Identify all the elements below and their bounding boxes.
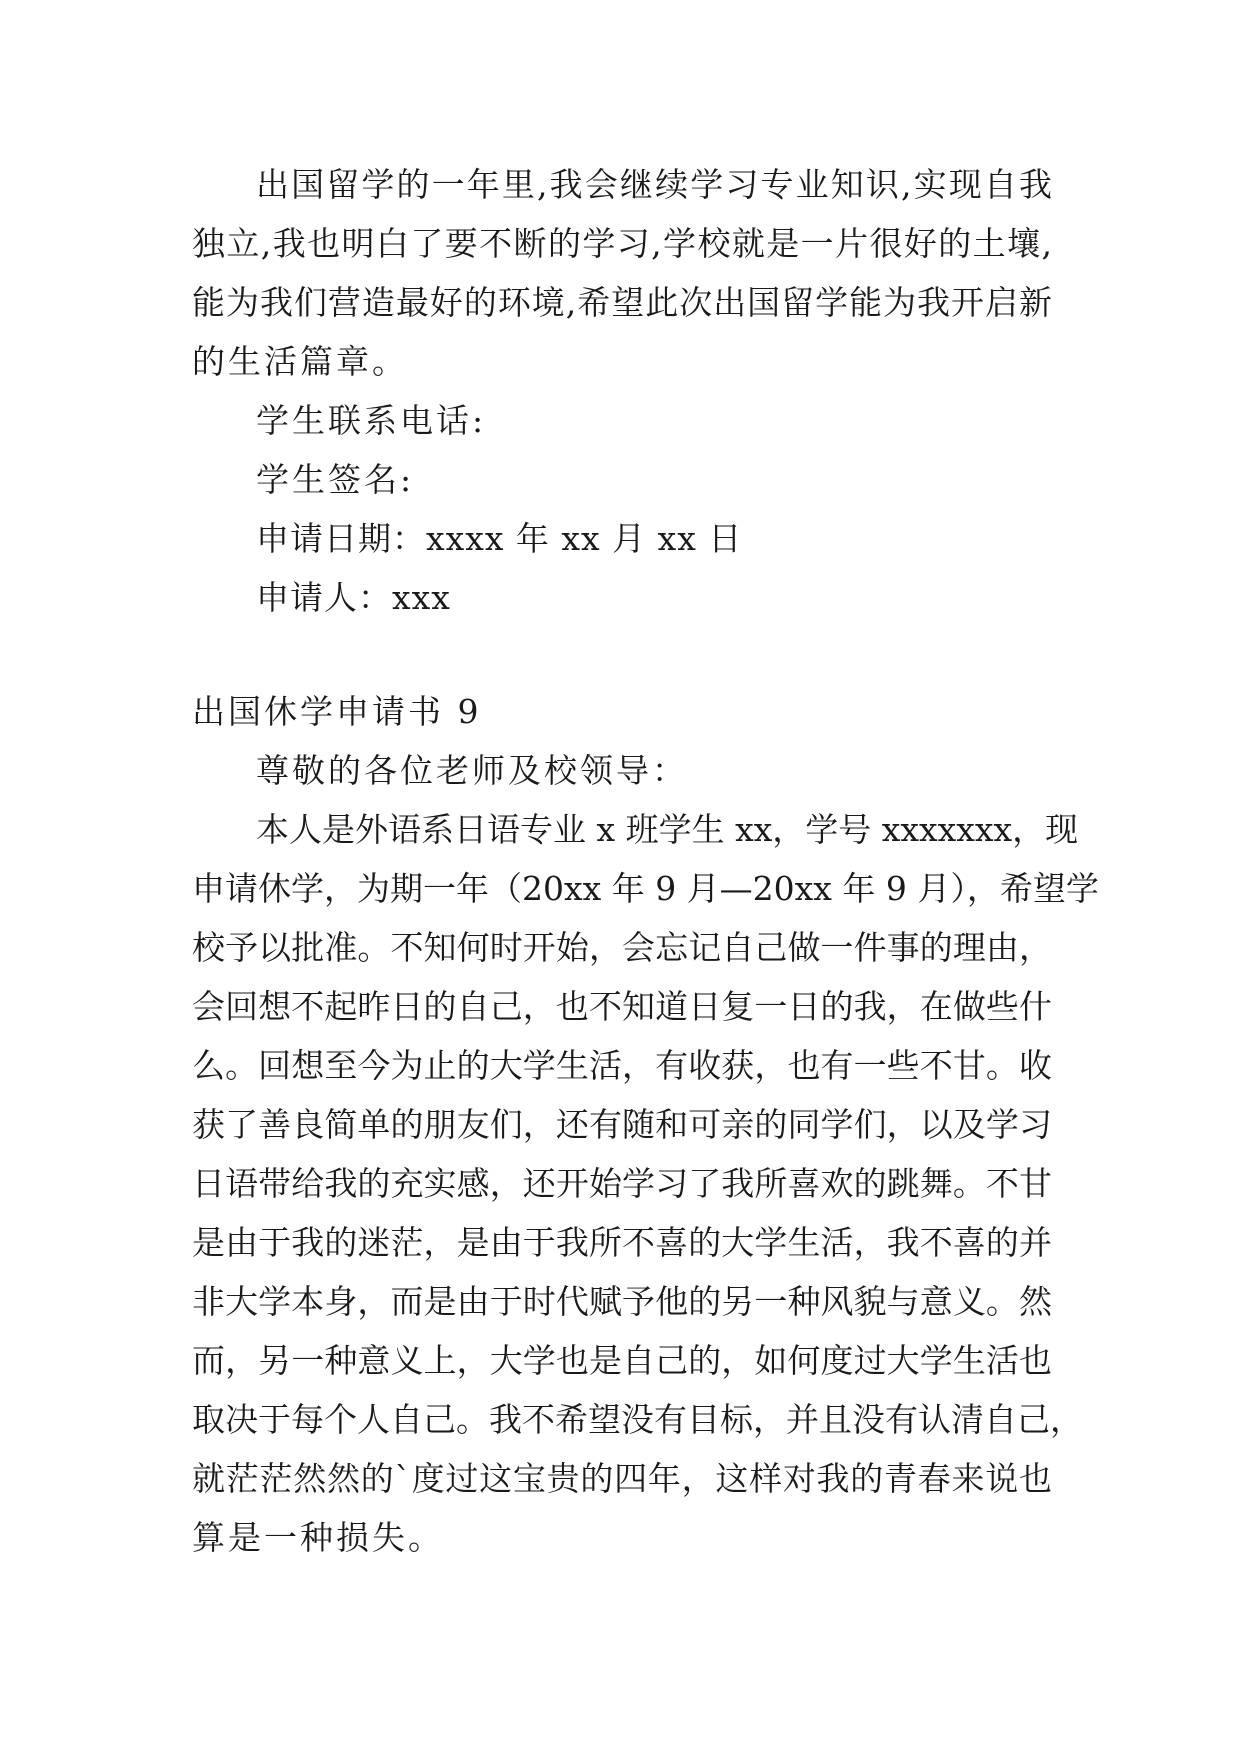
application-date: 申请日期：xxxx 年 xx 月 xx 日 — [256, 519, 743, 558]
body-line: 取决于每个人自己。我不希望没有目标，并且没有认清自己， — [192, 1400, 1083, 1439]
body-line: 校予以批准。不知何时开始，会忘记自己做一件事的理由， — [192, 928, 1052, 967]
body-line: 而，另一种意义上，大学也是自己的，如何度过大学生活也 — [192, 1341, 1052, 1380]
body-line: 非大学本身，而是由于时代赋予他的另一种风貌与意义。然 — [192, 1282, 1052, 1321]
body-line: 算是一种损失。 — [192, 1518, 444, 1557]
salutation: 尊敬的各位老师及校领导： — [256, 751, 688, 790]
paragraph-line: 独立,我也明白了要不断的学习,学校就是一片很好的土壤, — [192, 224, 1052, 263]
body-line: 就茫茫然然的`度过这宝贵的四年，这样对我的青春来说也 — [192, 1459, 1052, 1498]
body-line: 是由于我的迷茫，是由于我所不喜的大学生活，我不喜的并 — [192, 1223, 1052, 1262]
applicant-line: 申请人：xxx — [256, 578, 451, 617]
paragraph-line: 能为我们营造最好的环境,希望此次出国留学能为我开启新 — [192, 283, 1052, 322]
body-line: 申请休学，为期一年（20xx 年 9 月—20xx 年 9 月），希望学 — [192, 869, 1099, 908]
body-line: 本人是外语系日语专业 x 班学生 xx，学号 xxxxxxx，现 — [256, 810, 1079, 849]
body-line: 么。回想至今为止的大学生活，有收获，也有一些不甘。收 — [192, 1046, 1052, 1085]
signature-label: 学生签名: — [256, 460, 415, 499]
body-line: 日语带给我的充实感，还开始学习了我所喜欢的跳舞。不甘 — [192, 1164, 1052, 1203]
body-line: 会回想不起昨日的自己，也不知道日复一日的我，在做些什 — [192, 987, 1052, 1026]
paragraph-line: 的生活篇章。 — [192, 342, 408, 381]
paragraph-line: 出国留学的一年里,我会继续学习专业知识,实现自我 — [256, 165, 1052, 204]
contact-phone-label: 学生联系电话: — [256, 401, 487, 440]
body-line: 获了善良简单的朋友们，还有随和可亲的同学们，以及学习 — [192, 1105, 1052, 1144]
section-title: 出国休学申请书 9 — [192, 692, 482, 731]
